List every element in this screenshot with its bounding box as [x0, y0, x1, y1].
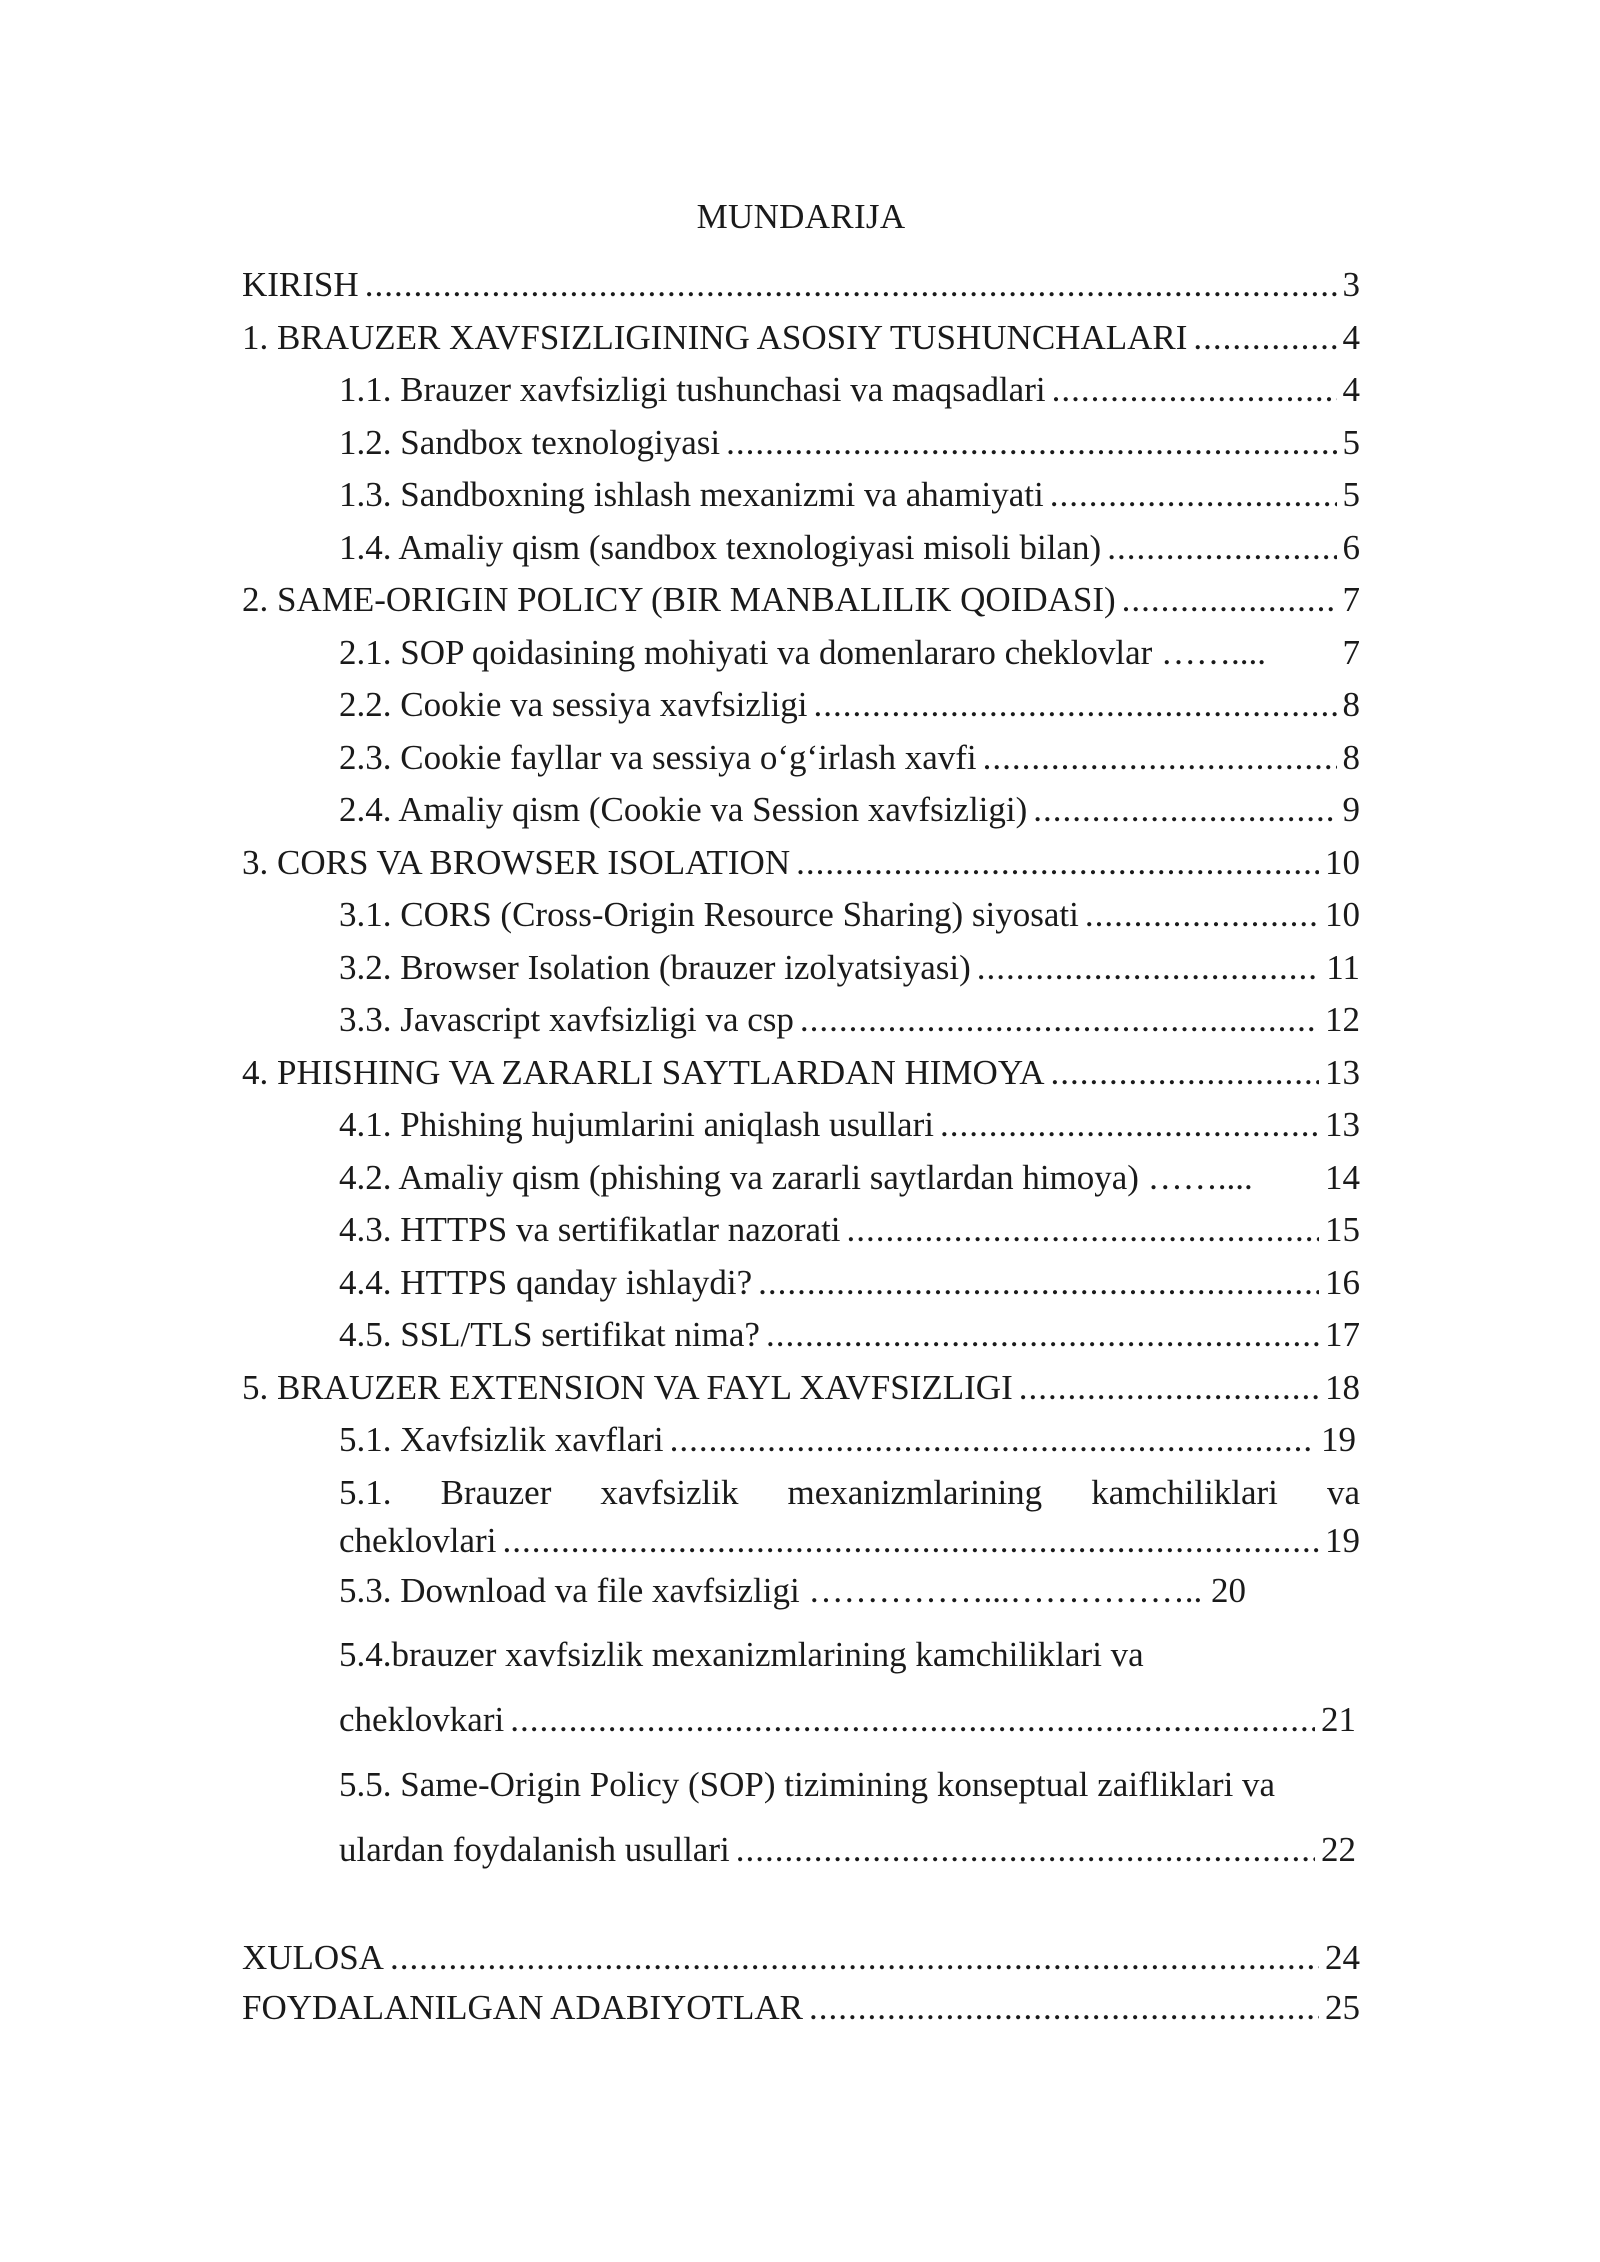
toc-entry-kirish: [242, 262, 1360, 307]
toc-leader: [1193, 315, 1336, 360]
toc-leader: [796, 840, 1319, 885]
toc-entry-3-3: [339, 997, 1360, 1042]
toc-leader: [1019, 1365, 1319, 1410]
toc-entry-5-1: [339, 1417, 1356, 1462]
toc-entry-3-2: [339, 945, 1360, 990]
toc-entry-text: cheklovkari: [339, 1700, 505, 1739]
toc-leader: [670, 1417, 1315, 1462]
toc-page-number: 10: [1325, 843, 1360, 882]
toc-entry-text: 1.3. Sandboxning ishlash mexanizmi va ahamiyati: [339, 475, 1044, 514]
toc-page-number: 7: [1342, 580, 1360, 619]
toc-entry-5-3: 5.3. Download va file xavfsizligi ……………...…………….. 20: [339, 1571, 1246, 1610]
toc-leader: [758, 1260, 1319, 1305]
toc-leader: [502, 1518, 1319, 1563]
toc-entry-text: 3.1. CORS (Cross-Origin Resource Sharing) siyosati: [339, 895, 1079, 934]
toc-leader: [766, 1312, 1319, 1357]
toc-entry-text: 1.2. Sandbox texnologiyasi: [339, 423, 721, 462]
toc-page-number: 24: [1325, 1938, 1360, 1977]
toc-entry-section-4: [242, 1050, 1360, 1095]
toc-leader: [736, 1827, 1315, 1872]
toc-page-number: 11: [1326, 948, 1360, 987]
toc-entry-1-2: [339, 420, 1360, 465]
toc-page-number: 25: [1325, 1988, 1360, 2027]
toc-leader: [940, 1102, 1319, 1147]
toc-entry-5-4-line1: 5.4.brauzer xavfsizlik mexanizmlarining kamchiliklari va: [339, 1635, 1144, 1674]
toc-leader: [977, 945, 1321, 990]
toc-entry-text: ulardan foydalanish usullari: [339, 1830, 730, 1869]
toc-page-number: 21: [1321, 1700, 1356, 1739]
toc-entry-text: 3. CORS VA BROWSER ISOLATION: [242, 843, 791, 882]
toc-page-number: 9: [1342, 790, 1360, 829]
toc-page-number: 15: [1325, 1210, 1360, 1249]
toc-page-number: 19: [1325, 1521, 1360, 1560]
toc-leader: [1107, 525, 1336, 570]
toc-entry-4-3: [339, 1207, 1360, 1252]
toc-page-number: 8: [1342, 738, 1360, 777]
toc-entry-text: 1.4. Amaliy qism (sandbox texnologiyasi misoli bilan): [339, 528, 1102, 567]
toc-entry-text: 2.3. Cookie fayllar va sessiya o‘g‘irlash xavfi: [339, 738, 977, 777]
toc-entry-5-4: [339, 1697, 1356, 1742]
toc-entry-2-2: [339, 682, 1360, 727]
toc-entry-5-1b-line1: 5.1. Brauzer xavfsizlik mexanizmlarining kamchiliklari va: [339, 1473, 1360, 1512]
toc-page-number: 4: [1342, 318, 1360, 357]
toc-entry-2-1: [339, 630, 1360, 675]
toc-entry-text: 3.2. Browser Isolation (brauzer izolyatsiyasi): [339, 948, 971, 987]
toc-leader: [1052, 367, 1337, 412]
toc-leader: [1085, 892, 1319, 937]
toc-entry-text: cheklovlari: [339, 1521, 497, 1560]
toc-page-number: 3: [1342, 265, 1360, 304]
toc-page-number: 13: [1325, 1105, 1360, 1144]
document-page: [242, 0, 1360, 2262]
toc-entry-section-2: [242, 577, 1360, 622]
toc-entry-text: 4.5. SSL/TLS sertifikat nima?: [339, 1315, 760, 1354]
toc-entry-4-4: [339, 1260, 1360, 1305]
toc-page-number: 17: [1325, 1315, 1360, 1354]
toc-entry-text: 1. BRAUZER XAVFSIZLIGINING ASOSIY TUSHUNCHALARI: [242, 318, 1188, 357]
toc-page-number: 6: [1342, 528, 1360, 567]
toc-entry-text: 4.1. Phishing hujumlarini aniqlash usullari: [339, 1105, 934, 1144]
toc-entry-5-5: [339, 1827, 1356, 1872]
toc-page-number: 8: [1342, 685, 1360, 724]
toc-entry-3-1: [339, 892, 1360, 937]
toc-entry-2-3: [339, 735, 1360, 780]
toc-leader: [809, 1985, 1319, 2030]
toc-entry-text: 5. BRAUZER EXTENSION VA FAYL XAVFSIZLIGI: [242, 1368, 1013, 1407]
toc-entry-text: 2.1. SOP qoidasining mohiyati va domenlararo cheklovlar ……....: [339, 633, 1267, 672]
toc-entry-text: FOYDALANILGAN ADABIYOTLAR: [242, 1988, 803, 2027]
toc-entry-text: KIRISH: [242, 265, 359, 304]
toc-page-number: 12: [1325, 1000, 1360, 1039]
toc-entry-adabiyotlar: [242, 1985, 1360, 2030]
toc-entry-text: 2.4. Amaliy qism (Cookie va Session xavfsizligi): [339, 790, 1028, 829]
toc-leader: [365, 262, 1337, 307]
toc-entry-xulosa: [242, 1935, 1360, 1980]
toc-page-number: 16: [1325, 1263, 1360, 1302]
toc-entry-1-3: [339, 472, 1360, 517]
toc-entry-section-5: [242, 1365, 1360, 1410]
toc-entry-2-4: [339, 787, 1360, 832]
toc-page-number: 10: [1325, 895, 1360, 934]
toc-entry-4-5: [339, 1312, 1360, 1357]
toc-page-number: 4: [1342, 370, 1360, 409]
toc-entry-text: XULOSA: [242, 1938, 384, 1977]
toc-entry-4-2: [339, 1155, 1360, 1200]
toc-leader: [1050, 472, 1337, 517]
toc-entry-text: 1.1. Brauzer xavfsizligi tushunchasi va maqsadlari: [339, 370, 1046, 409]
toc-leader: [1122, 577, 1337, 622]
toc-entry-text: 2.2. Cookie va sessiya xavfsizligi: [339, 685, 808, 724]
toc-entry-text: 2. SAME-ORIGIN POLICY (BIR MANBALILIK QOIDASI): [242, 580, 1116, 619]
toc-entry-1-1: [339, 367, 1360, 412]
toc-entry-4-1: [339, 1102, 1360, 1147]
toc-entry-1-4: [339, 525, 1360, 570]
toc-entry-section-3: [242, 840, 1360, 885]
toc-entry-text: 3.3. Javascript xavfsizligi va csp: [339, 1000, 794, 1039]
toc-entry-5-1b: [339, 1518, 1360, 1563]
page-title: MUNDARIJA: [696, 197, 906, 236]
toc-entry-text: 5.1. Xavfsizlik xavflari: [339, 1420, 664, 1459]
toc-leader: [510, 1697, 1315, 1742]
toc-entry-section-1: [242, 315, 1360, 360]
toc-leader: [726, 420, 1336, 465]
toc-page-number: 14: [1325, 1158, 1360, 1197]
toc-leader: [390, 1935, 1319, 1980]
toc-leader: [1033, 787, 1336, 832]
toc-page-number: 19: [1321, 1420, 1356, 1459]
toc-leader: [983, 735, 1337, 780]
toc-page-number: 5: [1342, 475, 1360, 514]
toc-entry-text: 4.3. HTTPS va sertifikatlar nazorati: [339, 1210, 841, 1249]
toc-leader: [1051, 1050, 1320, 1095]
toc-leader: [847, 1207, 1319, 1252]
toc-leader: [800, 997, 1319, 1042]
toc-entry-text: 4.4. HTTPS qanday ishlaydi?: [339, 1263, 753, 1302]
toc-page-number: 5: [1342, 423, 1360, 462]
toc-entry-text: 4. PHISHING VA ZARARLI SAYTLARDAN HIMOYA: [242, 1053, 1045, 1092]
toc-page-number: 18: [1325, 1368, 1360, 1407]
toc-page-number: 13: [1325, 1053, 1360, 1092]
toc-page-number: 7: [1342, 633, 1360, 672]
toc-page-number: 22: [1321, 1830, 1356, 1869]
toc-leader: [814, 682, 1337, 727]
toc-entry-text: 4.2. Amaliy qism (phishing va zararli saytlardan himoya) ……....: [339, 1158, 1253, 1197]
toc-entry-5-5-line1: 5.5. Same-Origin Policy (SOP) tizimining konseptual zaifliklari va: [339, 1765, 1276, 1804]
